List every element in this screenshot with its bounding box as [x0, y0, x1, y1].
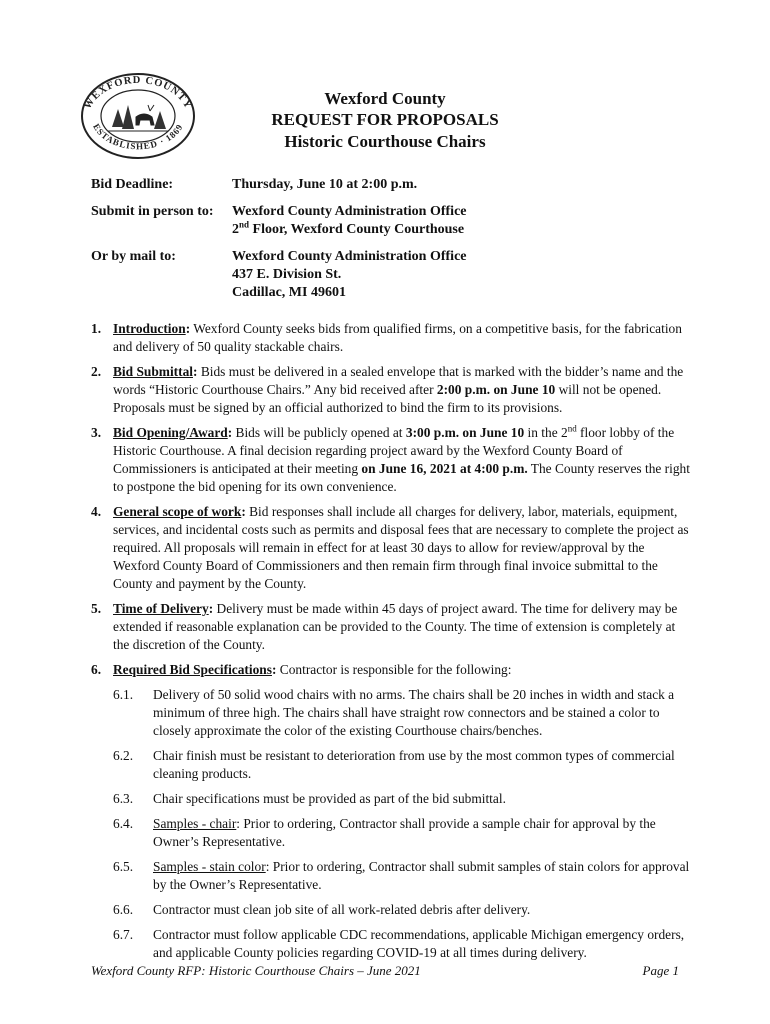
- section-number: 2.: [91, 364, 102, 379]
- section-heading: Time of Delivery: [113, 601, 209, 616]
- section-number: 4.: [91, 504, 102, 519]
- submit-in-person-line2: 2nd Floor, Wexford County Courthouse: [232, 219, 465, 237]
- spec-heading: Samples - stain color: [153, 859, 266, 874]
- spec-item: [91, 747, 691, 783]
- spec-text: Chair finish must be resistant to deterioration from use by the most common types of commercial cleaning products.: [153, 748, 675, 781]
- submit-in-person-line1: Wexford County Administration Office: [232, 204, 467, 219]
- section-bid-opening-award: 3. Bid Opening/Award: Bids will be publicly opened at 3:00 p.m. on June 10 in the 2nd floor lobby of the Historic Courthouse. A final decision regarding project award by the Wexford County Board of Commissioners is anticipated at their meeting on June 16, 2021 at 4:00 p.m. The County reserves the right to postpone the bid opening for its own convenience.: [91, 423, 690, 494]
- spec-heading: Samples - chair: [153, 816, 237, 831]
- spec-number: 6.7.: [113, 927, 134, 942]
- section-required-specs: 6. Required Bid Specifications: Contractor is responsible for the following:: [91, 662, 512, 677]
- section-number: 3.: [91, 425, 102, 440]
- spec-number: 6.5.: [113, 859, 134, 874]
- spec-item: [91, 815, 691, 851]
- spec-item: [91, 926, 691, 962]
- spec-item: [91, 858, 691, 894]
- section-heading: Bid Submittal: [113, 364, 193, 379]
- submit-in-person-label: Submit in person to:: [91, 204, 214, 219]
- section-introduction: 1. Introduction: Wexford County seeks bids from qualified firms, on a competitive basis, for the fabrication and delivery of 50 quality stackable chairs.: [91, 321, 682, 354]
- svg-text:WEXFORD COUNTY: WEXFORD COUNTY: [82, 74, 194, 112]
- section-number: 5.: [91, 601, 102, 616]
- section-number: 6.: [91, 662, 102, 677]
- section-heading: Bid Opening/Award: [113, 425, 228, 440]
- section-number: 1.: [91, 321, 102, 336]
- spec-number: 6.2.: [113, 748, 134, 763]
- spec-text: : Prior to ordering, Contractor shall provide a sample chair for approval by the Owner’s Representative.: [153, 816, 656, 849]
- spec-item: [91, 790, 691, 808]
- section-text: Delivery must be made within 45 days of project award. The time for delivery may be extended if reasonable explanation can be provided to the County. The time of extension is completely at the discretion of the County.: [113, 601, 678, 652]
- spec-number: 6.4.: [113, 816, 134, 831]
- mail-line1: Wexford County Administration Office: [232, 249, 467, 264]
- spec-number: 6.3.: [113, 791, 134, 806]
- spec-text: Contractor must clean job site of all work-related debris after delivery.: [153, 902, 531, 917]
- section-heading: Introduction: [113, 321, 186, 336]
- bid-deadline-value: Thursday, June 10 at 2:00 p.m.: [232, 177, 418, 192]
- document-subtitle: Historic Courthouse Chairs: [284, 132, 486, 151]
- section-text: Wexford County seeks bids from qualified firms, on a competitive basis, for the fabrication and delivery of 50 quality stackable chairs.: [113, 321, 682, 354]
- document-title: REQUEST FOR PROPOSALS: [271, 110, 499, 129]
- section-heading: Required Bid Specifications: [113, 662, 272, 677]
- spec-text: Delivery of 50 solid wood chairs with no arms. The chairs shall be 20 inches in width and stack a minimum of three high. The chairs shall have straight row connectors and be stained a color to closely approximate the color of the existing Courthouse chairs/benches.: [153, 687, 675, 738]
- spec-number: 6.1.: [113, 687, 134, 702]
- mail-label: Or by mail to:: [91, 249, 176, 264]
- section-general-scope: 4. General scope of work: Bid responses shall include all charges for delivery, labor, materials, equipment, services, and incidental costs such as permits and disposal fees that are necessary to complete the project as required. All proposals will remain in effect for at least 30 days to allow for review/approval by the Wexford County Board of Commissioners and then remain firm through final invoice submittal to the County and payment by the County.: [91, 504, 689, 591]
- rfp-sections: [91, 320, 691, 969]
- county-seal-logo: [78, 71, 198, 161]
- bid-deadline-label: Bid Deadline:: [91, 177, 174, 192]
- spec-text: : Prior to ordering, Contractor shall submit samples of stain colors for approval by the Owner’s Representative.: [153, 859, 690, 892]
- svg-text:ESTABLISHED · 1869: ESTABLISHED · 1869: [91, 121, 185, 152]
- page-number: Page 1: [642, 963, 679, 978]
- spec-text: Contractor must follow applicable CDC recommendations, applicable Michigan emergency orders, and applicable County policies regarding COVID-19 at all times during delivery.: [153, 927, 685, 960]
- spec-text: Chair specifications must be provided as part of the bid submittal.: [153, 791, 506, 806]
- section-heading: General scope of work: [113, 504, 242, 519]
- mail-line3: Cadillac, MI 49601: [232, 285, 346, 300]
- county-name: Wexford County: [324, 89, 446, 108]
- footer-title: Wexford County RFP: Historic Courthouse Chairs – June 2021: [91, 963, 421, 978]
- spec-number: 6.6.: [113, 902, 134, 917]
- mail-line2: 437 E. Division St.: [232, 267, 342, 282]
- spec-item: [91, 686, 691, 740]
- section-bid-submittal: 2. Bid Submittal: Bids must be delivered in a sealed envelope that is marked with the bidder’s name and the words “Historic Courthouse Chairs.” Any bid received after 2:00 p.m. on June 10 will not be opened. Proposals must be signed by an official authorized to bind the firm to its provisions.: [91, 364, 684, 415]
- section-text: Bid responses shall include all charges for delivery, labor, materials, equipment, services, and incidental costs such as permits and disposal fees that are necessary to complete the project as required. All proposals will remain in effect for at least 30 days to allow for review/approval by the Wexford County Board of Commissioners and then remain firm through final invoice submittal to the County and payment by the County.: [113, 504, 689, 591]
- spec-item: [91, 901, 691, 919]
- section-time-of-delivery: 5. Time of Delivery: Delivery must be made within 45 days of project award. The time for delivery may be extended if reasonable explanation can be provided to the County. The time of extension is completely at the discretion of the County.: [91, 601, 678, 652]
- section-text: Contractor is responsible for the following:: [276, 662, 512, 677]
